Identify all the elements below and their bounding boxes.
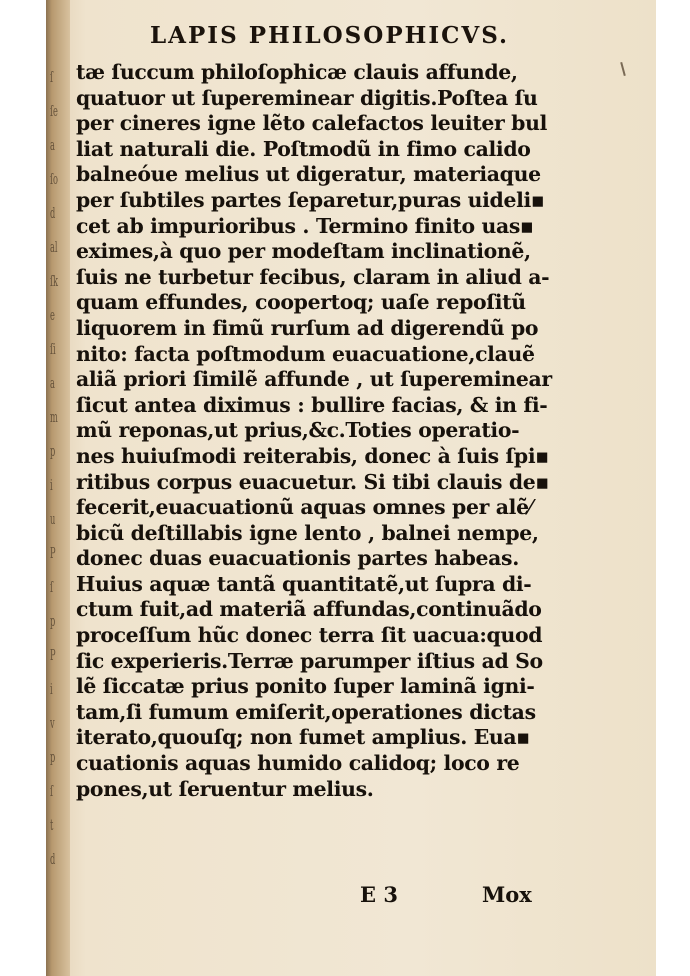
text-line: cuationis aquas humido calidoq; loco re [76,751,520,776]
text-line: per ſubtiles partes ſeparetur,puras uideli▪ [76,187,545,212]
text-line: donec duas euacuationis partes habeas. [76,546,519,571]
text-line: fecerit,euacuationũ aquas omnes per alẽ⁄ [76,495,532,520]
text-line: ſicut antea diximus : bullire facias, & in fi- [76,392,548,417]
text-line: quatuor ut ſupereminear digitis.Poſtea ſu [76,85,538,110]
text-line: nito: facta poſtmodum euacuatione,clauẽ [76,341,535,366]
text-line: balneóue melius ut digeratur, materiaque [76,162,541,187]
text-line: proceſſum hũc donec terra ſit uacua:quod [76,623,543,648]
text-line: ſuis ne turbetur fecibus, claram in aliud a- [76,264,550,289]
text-line: ſic experieris.Terræ parumper iſtius ad So [76,648,543,673]
text-line: iterato,quouſq; non fumet amplius. Eua▪ [76,725,530,750]
text-line: nes huiuſmodi reiterabis, donec à ſuis ſpi▪ [76,443,549,468]
text-line: mũ reponas,ut prius,&c.Toties operatio- [76,418,520,443]
facing-page-bleed: ſ ſe a ſo d al ſk e ſi a m p i u P ſ p P i v p ſ t d [50,68,59,868]
catchword: Mox [482,882,532,907]
text-line: quam effundes, coopertoq; uaſe repoſitũ [76,290,526,315]
text-line: eximes,à quo per modeſtam inclinationẽ, [76,239,531,264]
text-line: tam,ſi fumum emiſerit,operationes dictas [76,699,536,724]
text-line: cet ab impurioribus . Termino finito uas▪ [76,213,534,238]
text-line: ctum fuit,ad materiã affundas,continuãdo [76,597,542,622]
text-line: lẽ ſiccatæ prius ponito ſuper laminã igni- [76,674,535,699]
text-line: liquorem in fimũ rurſum ad digerendũ po [76,315,539,340]
text-line: liat naturali die. Poſtmodũ in fimo calido [76,136,531,161]
text-line: pones,ut ſeruentur melius. [76,776,374,801]
text-line: per cineres igne lẽto calefactos leuiter bul [76,111,547,136]
signature-mark: E 3 [360,882,398,907]
text-line: tæ ſuccum philoſophicæ clauis affunde, [76,60,518,84]
text-line: aliã priori ſimilẽ affunde , ut ſupereminear [76,367,552,392]
text-line: bicũ deſtillabis igne lento , balnei nempe, [76,520,539,545]
text-line: Huius aquæ tantã quantitatẽ,ut ſupra di- [76,571,532,596]
text-line: ritibus corpus euacuetur. Si tibi clauis de▪ [76,469,549,494]
running-title: LAPIS PHILOSOPHICVS. [150,22,510,49]
text-block [76,60,556,802]
